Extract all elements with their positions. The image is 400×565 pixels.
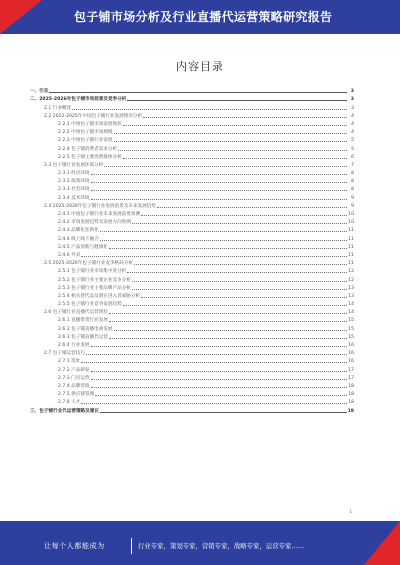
toc-entry[interactable] (30, 209, 354, 217)
toc-leader-dots (91, 199, 347, 200)
toc-leader-dots (91, 346, 347, 347)
toc-entry[interactable] (30, 405, 354, 413)
toc-leader-dots (109, 338, 347, 339)
toc-entry-title: 2.5.5 包子铺行业竞争发展趋势 (58, 302, 122, 308)
toc-entry-title: 三、包子铺行业代运营策略及建议 (30, 408, 99, 414)
toc-entry[interactable] (30, 127, 354, 135)
toc-entry-title: 2.7.4 品牌营销 (58, 383, 90, 389)
toc-entry-page: 14 (348, 310, 354, 316)
toc-leader-dots (123, 305, 347, 306)
toc-entry-title: 2.6 包子铺行业直播代运营现状 (44, 310, 108, 316)
toc-entry[interactable] (30, 323, 354, 331)
toc-entry[interactable] (30, 160, 354, 168)
toc-entry-page: 8 (351, 179, 354, 185)
toc-leader-dots (72, 109, 347, 110)
toc-leader-dots (132, 281, 347, 282)
toc-entry-title: 2.3.3 社会环境 (58, 187, 90, 193)
toc-leader-dots (123, 125, 347, 126)
toc-leader-dots (132, 289, 347, 290)
toc-entry-page: 11 (348, 244, 354, 250)
toc-leader-dots (141, 215, 347, 216)
toc-entry-page: 15 (348, 334, 354, 340)
toc-entry[interactable] (30, 315, 354, 323)
toc-entry-title: 2.3.2 政策环境 (58, 179, 90, 185)
toc-heading: 内容目录 (176, 60, 224, 73)
toc-entry[interactable] (30, 94, 354, 102)
toc-entry[interactable] (30, 102, 354, 110)
toc-leader-dots (134, 264, 347, 265)
toc-leader-dots (132, 223, 347, 224)
toc-leader-dots (118, 150, 347, 151)
toc-entry[interactable] (30, 217, 354, 225)
toc-leader-dots (123, 158, 347, 159)
toc-entry[interactable] (30, 258, 354, 266)
toc-entry-page: 6 (351, 154, 354, 160)
toc-entry[interactable] (30, 250, 354, 258)
toc-entry[interactable] (30, 299, 354, 307)
toc-entry-page: 15 (348, 318, 354, 324)
toc-entry-title: 2.7.2 产品研发 (58, 367, 90, 373)
toc-leader-dots (91, 379, 347, 380)
toc-entry[interactable] (30, 119, 354, 127)
toc-entry[interactable] (30, 184, 354, 192)
toc-entry[interactable] (30, 266, 354, 274)
toc-entry-page: 8 (351, 171, 354, 177)
toc-entry-title: 2.4.6 外卖 (58, 252, 81, 258)
toc-leader-dots (143, 117, 347, 118)
toc-entry-title: 2.7.5 供应链管理 (58, 392, 95, 398)
toc-entry[interactable] (30, 274, 354, 282)
toc-leader-dots (91, 190, 347, 191)
toc-entry-title: 2.6.2 包子铺直播电商发展 (58, 326, 113, 332)
toc-entry-page: 4 (351, 130, 354, 136)
toc-entry-title: 2.3 包子铺行业发展环境分析 (44, 162, 104, 168)
toc-entry-page: 16 (348, 343, 354, 348)
toc-entry-title: 2.3.1 经济环境 (58, 171, 90, 177)
toc-entry-title: 2.5.2 包子铺行业主要企业竞争分析 (58, 277, 131, 283)
toc-entry-title: 2.4.2 市场发展趋势及发展方向预测 (58, 220, 131, 226)
toc-entry[interactable] (30, 364, 354, 372)
toc-leader-dots (104, 166, 347, 167)
footer-slogan: 让每个人都能成为 (44, 542, 105, 550)
footer-divider (131, 538, 132, 554)
toc-leader-dots (109, 248, 347, 249)
toc-entry[interactable] (30, 233, 354, 241)
toc-leader-dots (114, 133, 348, 134)
toc-leader-dots (81, 403, 347, 404)
toc-entry-page: 14 (348, 302, 354, 308)
toc-entry-title: 2.4.5 产品创新与健康化 (58, 244, 108, 250)
toc-leader-dots (109, 313, 347, 314)
toc-entry[interactable] (30, 389, 354, 397)
toc-entry[interactable] (30, 332, 354, 340)
toc-entry-title: 2.2.5 包子铺主要消费群体分析 (58, 154, 122, 160)
report-title: 包子铺市场分析及行业直播代运营策略研究报告 (74, 10, 333, 24)
toc-leader-dots (127, 100, 347, 101)
toc-leader-dots (86, 354, 347, 355)
footer-tags: 行业专家，策划专家，营销专家，战略专家，运营专家…… (138, 542, 305, 550)
toc-leader-dots (91, 182, 347, 183)
toc-entry-page: 9 (351, 203, 354, 209)
toc-entry-title: 2.4.3 品牌化连锁化 (58, 228, 99, 234)
toc-entry-title: 2.4.4 线上线下融合 (58, 236, 99, 242)
toc-entry-title: 一、引言 (30, 89, 49, 95)
toc-entry-title: 2.7.3 门店运营 (58, 375, 90, 381)
toc-entry-title: 2.6.4 行业发展 (58, 343, 90, 348)
toc-entry-title: 2.3.4 技术环境 (58, 195, 90, 201)
toc-entry-title: 2.2.1 中国包子铺市场发展现状 (58, 121, 122, 127)
toc-entry-title: 2.4 2025-2026年包子铺行业发展前景及未来发展趋势 (44, 203, 156, 209)
toc-entry-page: 4 (351, 121, 354, 127)
toc-entry[interactable] (30, 356, 354, 364)
toc-entry[interactable] (30, 135, 354, 143)
toc-entry-title: 2.5.1 包子铺行业市场集中度分析 (58, 269, 127, 275)
toc-entry-page: 18 (348, 383, 354, 389)
toc-entry[interactable] (30, 168, 354, 176)
toc-entry[interactable] (30, 111, 354, 119)
toc-entry-page: 18 (348, 392, 354, 398)
toc-leader-dots (157, 207, 347, 208)
toc-entry-page: 17 (348, 375, 354, 381)
toc-leader-dots (91, 371, 347, 372)
toc-leader-dots (91, 174, 347, 175)
toc-entry-page: 16 (348, 359, 354, 365)
toc-entry-page: 13 (348, 293, 354, 299)
toc-entry-page: 16 (348, 351, 354, 357)
toc-entry[interactable] (30, 397, 354, 405)
toc-entry[interactable] (30, 291, 354, 299)
toc-leader-dots (81, 256, 347, 257)
toc-entry[interactable] (30, 283, 354, 291)
toc-entry-title: 2.6.3 包子铺直播代运营 (58, 334, 108, 340)
toc-entry[interactable] (30, 381, 354, 389)
toc-leader-dots (95, 395, 347, 396)
toc-entry-page: 12 (348, 277, 354, 283)
toc-leader-dots (100, 412, 347, 413)
toc-entry-title: 2.4.1 中国包子铺行业未来发展前景预测 (58, 212, 141, 217)
toc-entry-page: 13 (348, 285, 354, 291)
toc-entry[interactable] (30, 373, 354, 381)
toc-entry-page: 7 (351, 162, 354, 168)
toc-entry-title: 2.2 2022-2025年中国包子铺行业发展情况分析 (44, 113, 143, 119)
report-header (0, 0, 400, 34)
toc-entry-title: 2.5 2025-2026年包子铺行业竞争格局分析 (44, 261, 133, 267)
toc-entry-title: 2.2.4 包子铺消费者需求分析 (58, 146, 118, 152)
toc-entry-title: 2.2.2 中国包子铺市场规模 (58, 130, 113, 136)
toc-entry-page: 8 (351, 187, 354, 193)
toc-leader-dots (141, 297, 347, 298)
toc-leader-dots (127, 272, 347, 273)
toc-entry-title: 2.6.1 直播带货行业发展 (58, 318, 108, 324)
toc-entry[interactable] (30, 307, 354, 315)
toc-entry-title: 2.7.1 选址 (58, 359, 81, 365)
toc-entry-page: 5 (351, 146, 354, 152)
toc-entry-page: 12 (348, 269, 354, 275)
toc-entry[interactable] (30, 143, 354, 151)
toc-entry-page: 9 (351, 195, 354, 201)
table-of-contents (30, 86, 354, 414)
toc-entry-page: 11 (348, 228, 354, 234)
toc-entry-page: 10 (348, 212, 354, 217)
toc-entry-title: 2.5.3 包子铺行业主要品牌产品分析 (58, 285, 131, 291)
toc-leader-dots (100, 231, 347, 232)
toc-entry-page: 17 (348, 367, 354, 373)
toc-entry-page: 11 (348, 236, 354, 242)
report-footer (0, 521, 400, 565)
toc-entry-title: 2.7 包子铺运营技巧 (44, 351, 85, 357)
footer-red-accent (364, 521, 400, 565)
toc-entry-page: 10 (348, 220, 354, 226)
toc-entry[interactable] (30, 192, 354, 200)
toc-entry[interactable] (30, 348, 354, 356)
toc-entry-title: 2.2.3 中国包子铺行业发展 (58, 138, 113, 144)
toc-entry[interactable] (30, 176, 354, 184)
toc-entry-title: 2.1 行业概述 (44, 105, 72, 111)
toc-entry-page: 5 (351, 138, 354, 144)
toc-leader-dots (109, 321, 347, 322)
toc-entry-page: 4 (351, 113, 354, 119)
toc-leader-dots (114, 330, 348, 331)
toc-entry[interactable] (30, 86, 354, 94)
toc-entry-page: 11 (348, 252, 354, 258)
toc-entry[interactable] (30, 201, 354, 209)
toc-entry-page: 18 (348, 400, 354, 406)
toc-leader-dots (81, 362, 347, 363)
toc-entry[interactable] (30, 225, 354, 233)
toc-entry-title: 2.5.4 相关替代品及潜在进入者威胁分析 (58, 293, 141, 299)
toc-entry-page: 3 (350, 97, 354, 103)
toc-leader-dots (49, 92, 347, 93)
toc-entry-page: 3 (350, 89, 354, 95)
toc-entry-page: 3 (351, 105, 354, 111)
toc-entry-title: 二、2025-2026年包子铺市场前景及竞争分析 (30, 97, 127, 103)
toc-entry[interactable] (30, 340, 354, 348)
toc-entry-page: 19 (347, 408, 354, 414)
toc-entry-title: 2.7.6 人才 (58, 400, 81, 406)
toc-entry-page: 15 (348, 326, 354, 332)
toc-entry-page: 11 (348, 261, 354, 267)
toc-entry[interactable] (30, 242, 354, 250)
header-red-accent (0, 0, 42, 34)
toc-leader-dots (91, 387, 347, 388)
page-number: 1 (349, 509, 352, 514)
toc-leader-dots (114, 141, 348, 142)
toc-entry[interactable] (30, 152, 354, 160)
toc-leader-dots (100, 240, 347, 241)
